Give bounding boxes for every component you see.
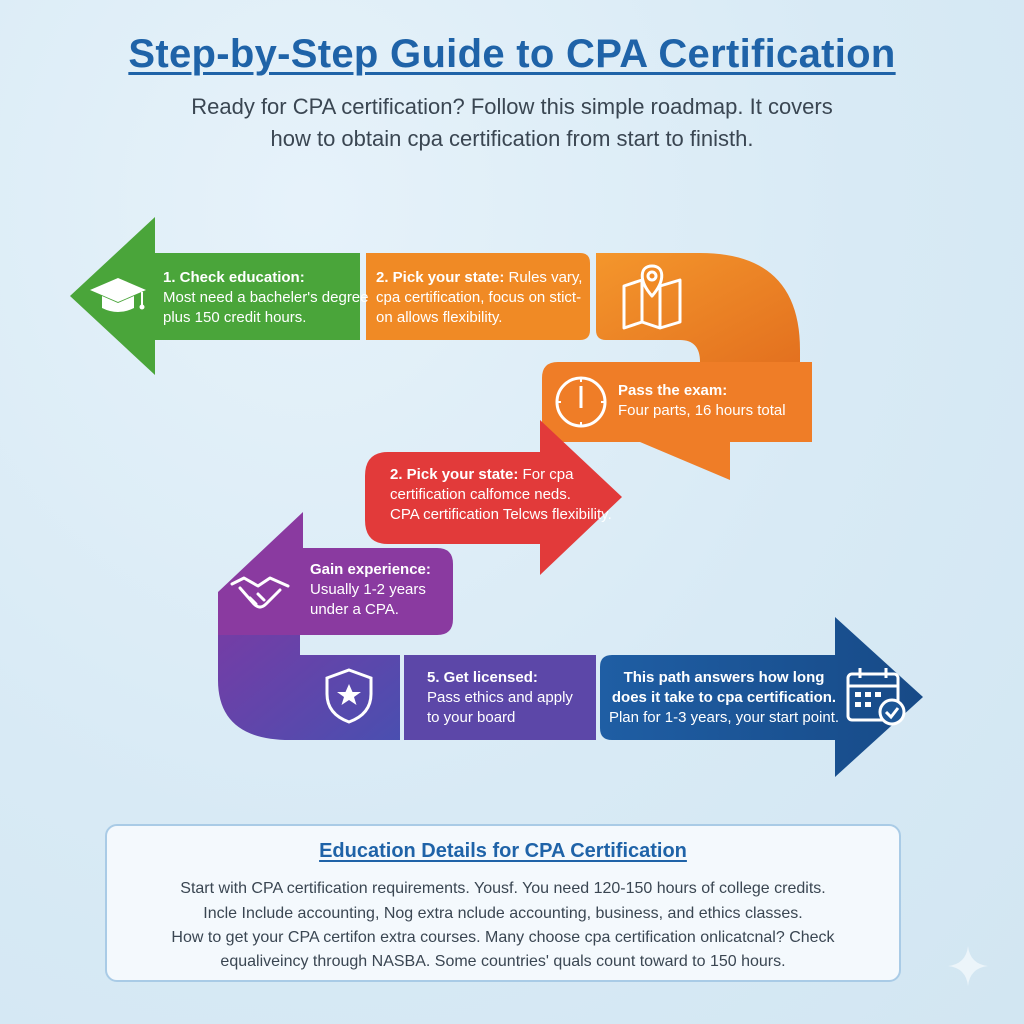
step-pick-state-2	[390, 465, 612, 525]
card-title: Education Details for CPA Certification	[319, 840, 687, 862]
sparkle-icon	[946, 944, 990, 988]
step-heading-tail: For cpa	[518, 466, 574, 483]
step-heading: 2. Pick your state:	[390, 466, 519, 483]
step-heading: 2. Pick your state:	[376, 269, 505, 286]
step-line: cpa certification, focus on stict-	[376, 289, 582, 306]
step-line: Plan for 1-3 years, your start point.	[608, 709, 840, 726]
orange-curve-shape	[596, 253, 800, 362]
step-gain-experience	[310, 560, 431, 620]
step-line: Usually 1-2 years	[310, 581, 426, 598]
page-title: Step-by-Step Guide to CPA Certification	[128, 32, 896, 76]
card-line: Start with CPA certification requirements. Yousf. You need 120-150 hours of college credits.	[180, 880, 826, 897]
step-line: Pass ethics and apply	[427, 689, 573, 706]
step-line: plus 150 credit hours.	[163, 309, 307, 326]
step-timeline	[606, 668, 842, 728]
step-line: under a CPA.	[310, 601, 399, 618]
card-line: Incle Include accounting, Nog extra nclude accounting, business, and ethics classes.	[203, 905, 803, 922]
page-subtitle: Ready for CPA certification? Follow this simple roadmap. It covers how to obtain cpa certification from start to finisth.	[191, 94, 833, 151]
step-pass-exam	[618, 381, 786, 421]
step-heading: Gain experience:	[310, 561, 431, 578]
step-get-licensed	[427, 668, 573, 728]
step-line: CPA certification Telcws flexibility.	[390, 506, 612, 523]
education-details-card	[105, 824, 901, 982]
step-line: Most need a bacheler's degree	[163, 289, 369, 306]
step-heading-tail: Rules vary,	[504, 269, 583, 286]
card-line: How to get your CPA certifon extra courses. Many choose cpa certification onlicatcnal? Check	[171, 929, 835, 946]
step-heading: 1. Check education:	[163, 269, 305, 286]
step-heading-2: does it take to cpa certification.	[611, 689, 837, 706]
step-heading: 5. Get licensed:	[427, 669, 538, 686]
step-heading: This path answers how long	[623, 669, 825, 686]
card-line: equaliveincy through NASBA. Some countries' quals count toward to 150 hours.	[220, 953, 786, 970]
step-line: on allows flexibility.	[376, 309, 503, 326]
step-line: certification calfomce neds.	[390, 486, 571, 503]
step-line: Four parts, 16 hours total	[618, 402, 786, 419]
step-line: to your board	[427, 709, 516, 726]
step-pick-state-1	[376, 268, 582, 328]
step-heading: Pass the exam:	[618, 382, 728, 399]
step-check-education	[163, 268, 369, 328]
